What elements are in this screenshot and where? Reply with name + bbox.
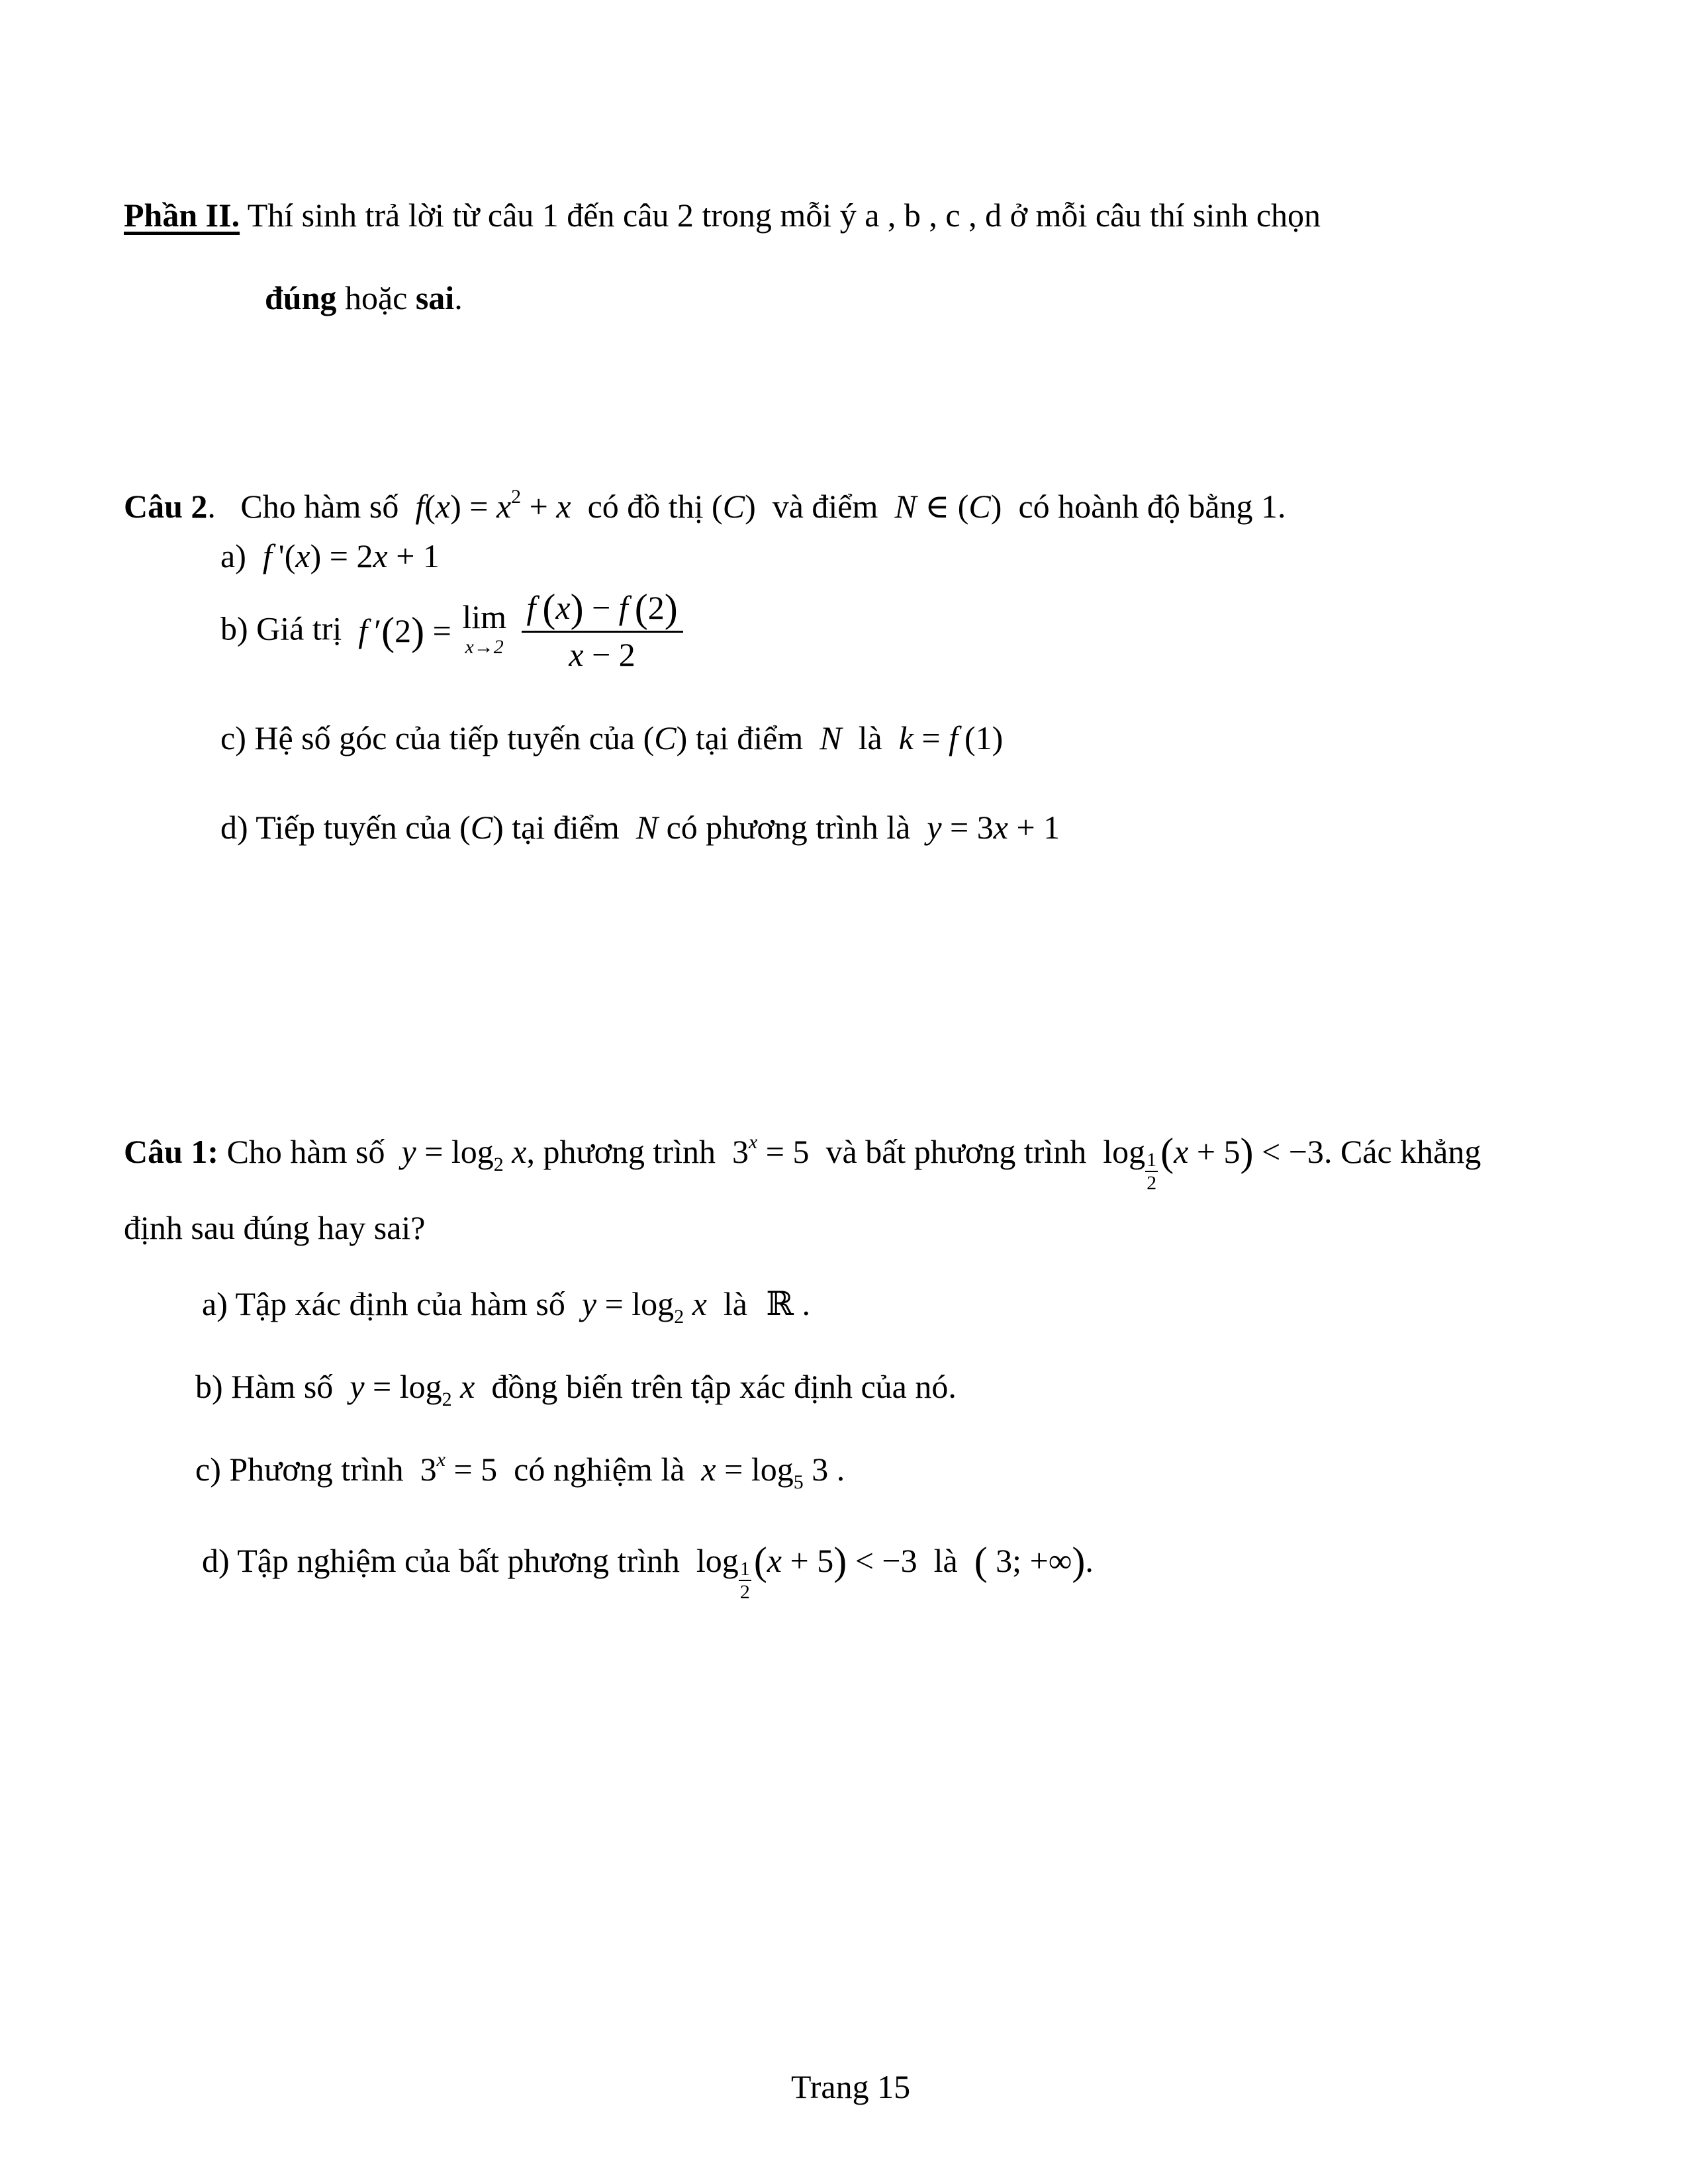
question-2-label: Câu 2 (124, 488, 208, 525)
question-2-option-c: c) Hệ số góc của tiếp tuyến của (C) tại điểm N là k = f (1) (220, 719, 1004, 756)
question-1-stem: Câu 1: Cho hàm số $y = \log_2 x$, phương trình $3^x = 5$ và bất phương trình log $\frac{1}{2}$ (x + 5) < −3. Các khẳng (124, 1130, 1481, 1194)
question-1-option-b: b) Hàm số $y = \log_2 x$ đồng biến trên tập xác định của nó. (195, 1368, 957, 1410)
question-2-option-a: a) f '(x) = 2x + 1 (220, 537, 440, 574)
question-1-option-a: a) Tập xác định của hàm số $y = \log_2 x$ là ℝ . (202, 1285, 810, 1328)
part-instruction (124, 199, 1321, 232)
question-1-option-d: d) Tập nghiệm của bất phương trình log $\frac{1}{2}$ (x + 5) < −3 là ( 3; +∞). (202, 1539, 1094, 1603)
question-1-label: Câu 1: (124, 1133, 219, 1170)
question-1-option-c: c) Phương trình $3^x = 5$ có nghiệm là $x = \log_5 3$ . (195, 1449, 845, 1493)
part-instruction-text: Thí sinh trả lời từ câu 1 đến câu 2 trong mỗi ý a , b , c , d ở mỗi câu thí sinh chọn (247, 197, 1321, 234)
part-instruction-line2: đúng hoặc sai. (265, 279, 463, 316)
part-heading: Phần II. (124, 197, 240, 234)
question-2-stem: Câu 2. Cho hàm số $f(x) = x^2 + x$ có đồ thị (C) và điểm N ∈ (C) có hoành độ bằng 1. (124, 486, 1286, 525)
page-number: Trang 15 (791, 2068, 911, 2105)
question-2-option-d: d) Tiếp tuyến của (C) tại điểm N có phương trình là y = 3x + 1 (220, 809, 1060, 846)
question-1-stem-line2: định sau đúng hay sai? (124, 1209, 426, 1246)
question-2-option-b: b) Giá trị f ′(2) = lim x→2 $\frac{f (x) - f (2)}{x - 2}$ (220, 586, 687, 671)
